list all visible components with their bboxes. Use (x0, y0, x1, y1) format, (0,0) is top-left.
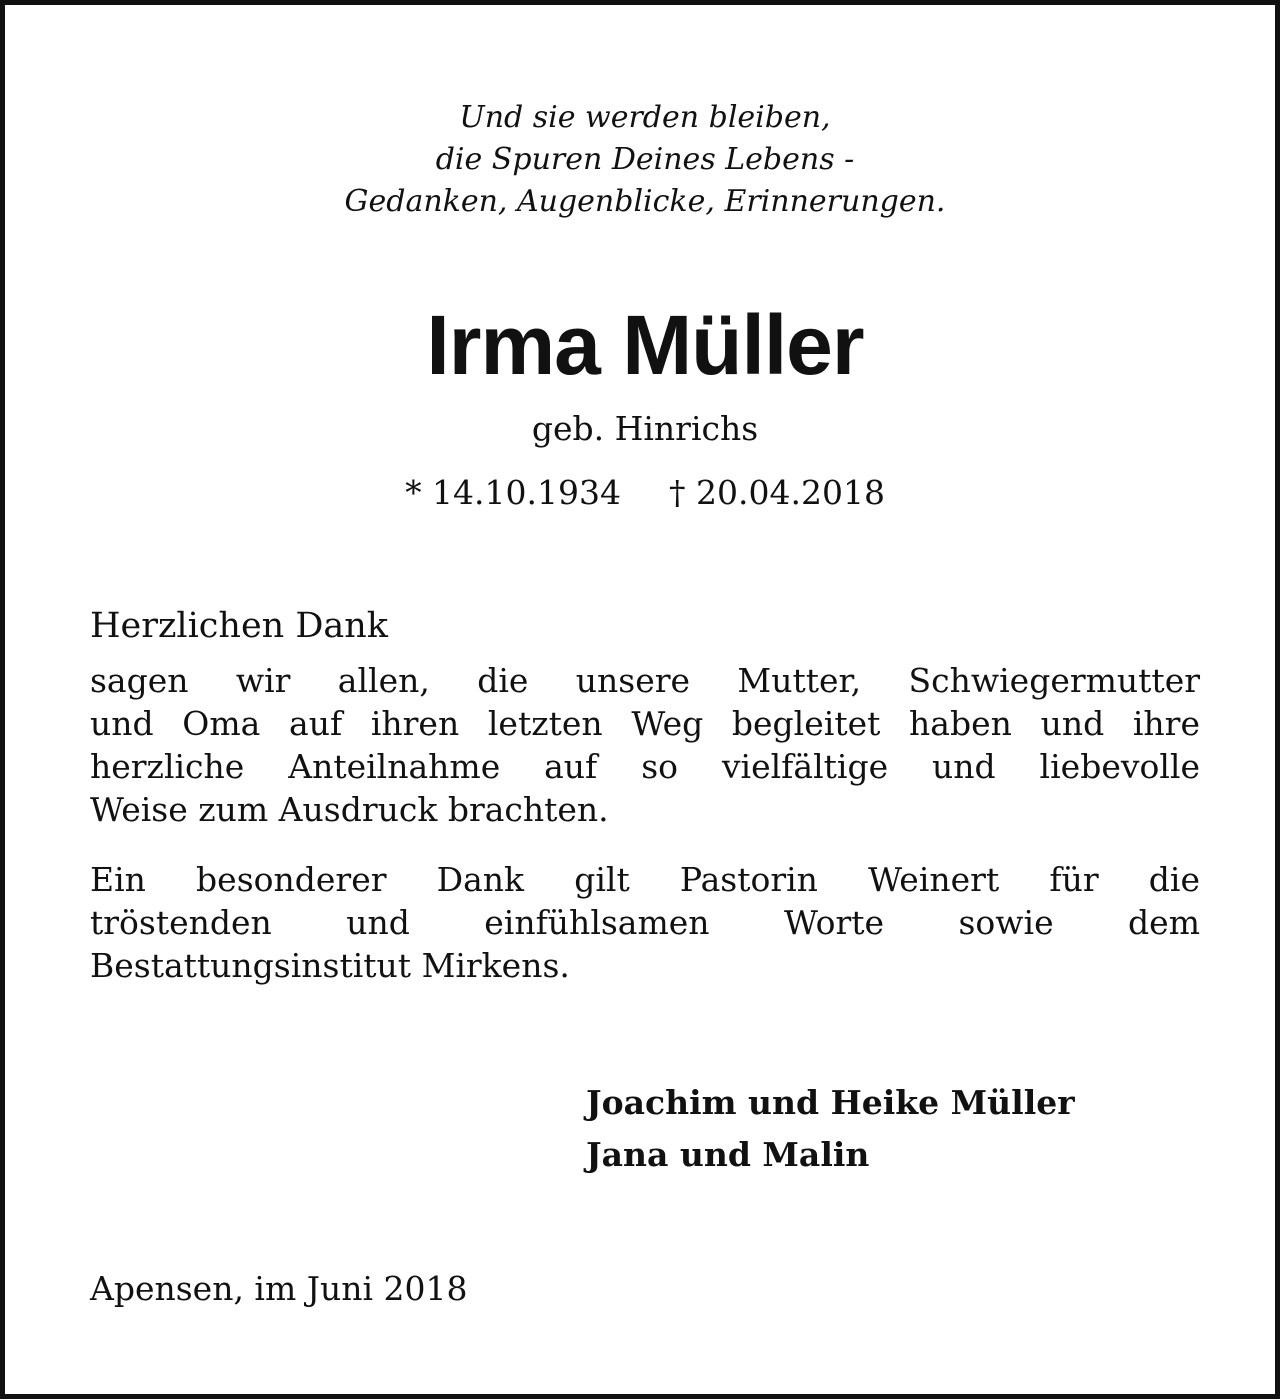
deceased-name: Irma Müller (426, 298, 864, 392)
thanks-heading: Herzlichen Dank (90, 606, 388, 646)
paragraph-line: Weise zum Ausdruck brachten. (90, 790, 609, 829)
paragraph-line: Ein besonderer Dank gilt Pastorin Weinert für die (90, 860, 1200, 899)
paragraph-line: sagen wir allen, die unsere Mutter, Schwiegermutter (90, 661, 1200, 700)
poem-line: Gedanken, Augenblicke, Erinnerungen. (344, 184, 946, 219)
thanks-paragraph-1 (90, 659, 1200, 831)
paragraph-line: herzliche Anteilnahme auf so vielfältige und liebevolle (90, 747, 1200, 786)
place-date: Apensen, im Juni 2018 (90, 1269, 468, 1308)
signatory-line: Joachim und Heike Müller (586, 1083, 1075, 1122)
paragraph-line: Bestattungsinstitut Mirkens. (90, 946, 570, 985)
death-date: † 20.04.2018 (669, 473, 885, 512)
paragraph-line: und Oma auf ihren letzten Weg begleitet haben und ihre (90, 704, 1200, 743)
paragraph-line: tröstenden und einfühlsamen Worte sowie dem (90, 903, 1200, 942)
poem (5, 97, 1280, 223)
signatory-line: Jana und Malin (586, 1135, 870, 1174)
signatories (586, 1077, 1075, 1181)
thanks-paragraph-2 (90, 858, 1200, 987)
poem-line: die Spuren Deines Lebens - (435, 142, 855, 177)
birth-date: * 14.10.1934 (405, 473, 621, 512)
life-dates (5, 471, 1280, 515)
born-name: geb. Hinrichs (531, 409, 759, 448)
poem-line: Und sie werden bleiben, (459, 100, 831, 135)
